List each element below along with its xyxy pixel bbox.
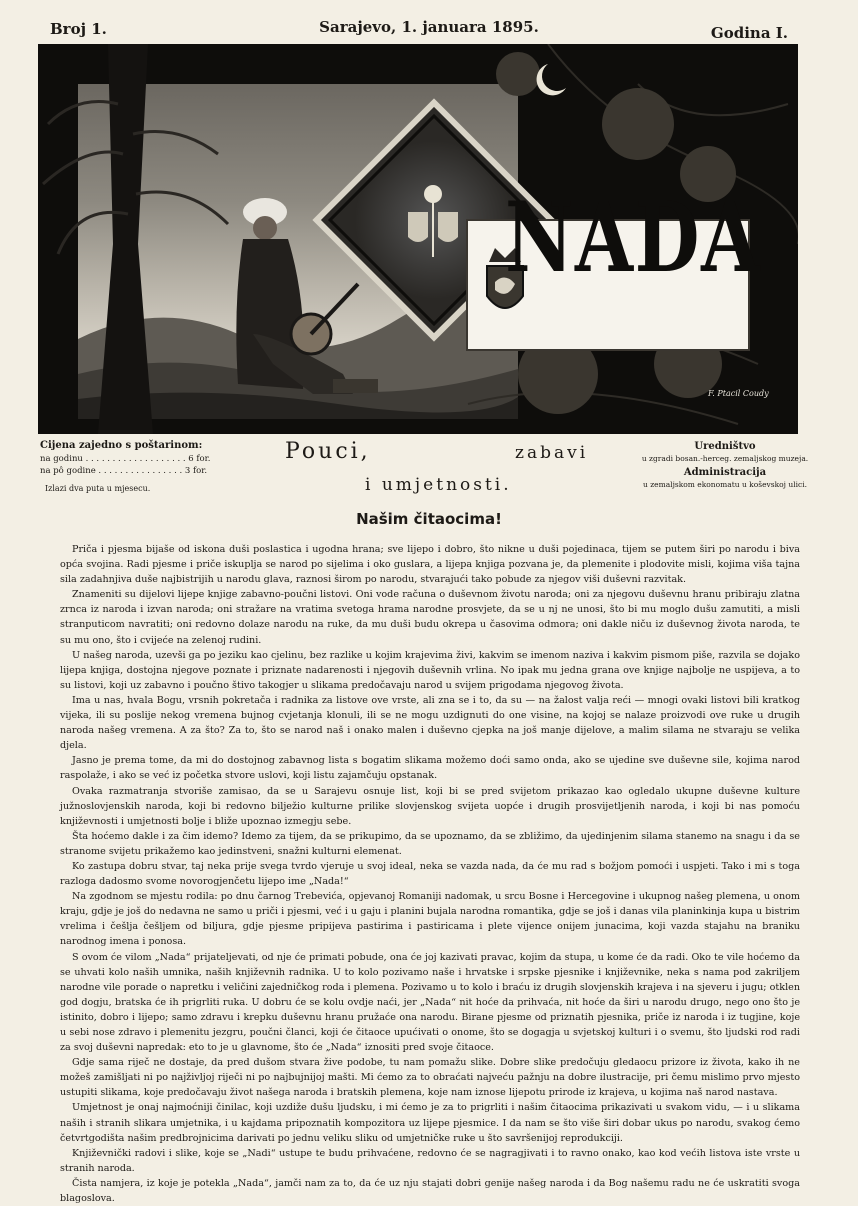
article-title: Našim čitaocima! bbox=[356, 510, 502, 528]
article-paragraph: Ima u nas, hvala Bogu, vrsnih pokretača i radnika za listove ove vrste, ali zna se i to, da su — na žalost valja reći — mnogi ovaki listovi bili kratkog vijeka, ili su poslije nekog vremena bujnog cvjetanja klonuli, ili se ne mogu uzdignuti do one visine, na kojoj se nalaze proizvodi ove ruke u drugih naroda našeg vremena. A za što? Za to, što se narod naš i onako malen i duševno cjepka na još manje dijelove, a malim silama ne stvaraju se velika djela. bbox=[60, 694, 800, 752]
administration-heading: Administracija bbox=[683, 467, 767, 478]
subtitle-pouci: Pouci, bbox=[285, 439, 371, 464]
subscription-annual: na godinu . . . . . . . . . . . . . . . . . . . 6 for. bbox=[40, 454, 211, 464]
article-paragraph: Ovaka razmatranja stvoriše zamisao, da se u Sarajevu osnuje list, koji bi se pred svijetom prikazao kao ogledalo ukupne duševne kulture južnoslovjenskih naroda, koji bi redovno bilježio kulturne prilike slovjenskog svijeta uopće i drugih prosvijetljenih naroda, i koji bi nas pomoću književnosti i umjetnosti bolje i bliže upoznao izmegju sebe. bbox=[60, 785, 800, 827]
artist-signature: F. Ptacil Coudy bbox=[708, 389, 769, 398]
subtitle-zabavi: zabavi bbox=[515, 443, 589, 463]
article-paragraph: Na zgodnom se mjestu rodila: po dnu čarnog Trebevića, opjevanoj Romaniji nadomak, u srcu Bosne i Hercegovine i ukupnog našeg plemena, u onom kraju, gdje je još do nedavna ne samo u priči i pjesmi, već i u gaju i planini bujala narodna romantika, gdje se još i danas vila planinkinja kupa u bistrim vrelima i češlja češljem od biljura, gdje pjesme pripijeva pastirima i pastiricama i plete vijence onijem junacima, koji vazda stajahu na braniku narodnog imena i ponosa. bbox=[60, 891, 800, 948]
article-paragraph: Čista namjera, iz koje je potekla „Nada“, jamči nam za to, da će uz nju stajati dobri genije našeg naroda i da Bog našemu radu ne će uskratiti svoga blagoslova. bbox=[60, 1177, 800, 1205]
masthead-illustration bbox=[38, 44, 798, 434]
article-paragraph: Priča i pjesma bijaše od iskona duši poslastica i ugodna hrana; sve lijepo i dobro, što nikne u duši pojedinaca, tijem se putem širi po narodu i biva opća svojina. Radi pjesme i priče iskuplja se narod po sijelima i oko guslara, a lijepa knjiga pozvana je, da plemenite i plodovite misli, kojima viša tajna sila zadahnjiva duše najbistrijih u narodu glava, raznosi širom po narodu, stvarajući tako pobude za njegov viši duševni razvitak. bbox=[60, 544, 800, 586]
left-tree bbox=[38, 44, 238, 434]
issue-number: Broj 1. bbox=[50, 20, 107, 38]
publication-frequency: Izlazi dva puta u mjesecu. bbox=[45, 484, 151, 493]
page-header bbox=[0, 0, 858, 48]
volume-year: Godina I. bbox=[710, 24, 788, 42]
article-paragraph: Gdje sama riječ ne dostaje, da pred dušom stvara žive podobe, tu nam pomažu slike. Dobre slike predočuju gledaocu prizore iz života, kako ih ne možeš zamišljati ni po najživljoj riječi ni po najbujnijoj mašti. Mi ćemo za to obraćati najveću pažnju na dobre ilustracije, pri čemu mislimo prvo mjesto ustupiti slikama, koje predočavaju život našega naroda i bratskih plemena, koje nam iznose lijepotu prirode iz krajeva, u kojima naš narod nastava. bbox=[60, 1057, 800, 1099]
article-paragraph: Znameniti su dijelovi lijepe knjige zabavno-poučni listovi. Oni vode računa o duševnom životu naroda; oni za njegovu duševnu hranu pribiraju zlatna zrnca iz naroda i izvan naroda; oni stražare na vratima svetoga hrama narodne prosvjete, da se u nj ne unosi, što bi mu moglo dušu zamutiti, a misli stranputicom navratiti; oni redovno dolaze narodu na ruke, da mu duši budu okrepa u časovima odmora; oni dakle niču iz duševnog života naroda, te su mu ono, što i cvijeće na zelenoj rudini. bbox=[60, 589, 800, 646]
article-paragraph: Šta hoćemo dakle i za čim idemo? Idemo za tijem, da se prikupimo, da se upoznamo, da se zbližimo, da ujedinjenim silama stanemo na snagu i da se stranome svijetu prikažemo kao jedinstveni, snažni kulturni elemenat. bbox=[60, 830, 800, 857]
coat-of-arms-icon bbox=[388, 172, 478, 262]
editorial-address: u zgradi bosan.-herceg. zemaljskog muzeja. bbox=[641, 454, 809, 463]
subtitle-umjetnosti: i umjetnosti. bbox=[365, 475, 512, 495]
article-paragraph: Književnički radovi i slike, koje se „Nadi“ ustupe te budu prihvaćene, redovno će se nagragjivati i to ravno onako, kao kod većih listova iste vrste u stranih naroda. bbox=[60, 1147, 800, 1174]
subscription-heading: Cijena zajedno s poštarinom: bbox=[40, 440, 203, 451]
crescent-moon-icon bbox=[537, 64, 566, 95]
editorial-heading: Uredništvo bbox=[694, 441, 756, 452]
administration-address: u zemaljskom ekonomatu u koševskoj ulici. bbox=[642, 480, 807, 489]
subscription-half-year: na pô godine . . . . . . . . . . . . . . . . 3 for. bbox=[40, 466, 208, 476]
masthead-title: NADA bbox=[505, 181, 761, 294]
article-body bbox=[60, 542, 800, 1206]
article-paragraph: U našeg naroda, uzevši ga po jeziku kao cjelinu, bez razlike u kojim krajevima živi, kakvim se imenom naziva i kakvim pismom piše, razvila se dojako lijepa knjiga, dostojna njegove poznate i priznate nadarenosti i njegovih duševnih vrlina. No ipak mu jedna grana ove knjige najbolje ne uspijeva, a to su listovi, koji uz zabavno i poučno štivo takogjer u slikama predočavaju narod u svijem prigodama njegovog života. bbox=[60, 649, 800, 691]
article-paragraph: S ovom će vilom „Nada“ prijateljevati, od nje će primati pobude, ona će joj kazivati pravac, kojim da stupa, u kome će da radi. Oko te vile hoćemo da se uhvati kolo naših umnika, naših književnih radnika. U to kolo pozivamo naše i hrvatske i srpske pjesnike i književnike, neka s nama pod zakriljem narodne vile porade o napretku i veličini zajedničkog roda i plemena. Pozivamo u to kolo i braću iz drugih slovjenskih krajeva i na sjeveru i jugu; otklen god dogju, bratska će ih prigrliti ruka. U dobru će se kolu ovdje naći, jer „Nada“ nit hoće da prihvaća, nit hoće da širi u narodu drugo, nego ono što je istinito, dobro i lijepo; samo zdravu i krepku duševnu hranu pružaće ona narodu. Birane pjesme od priznatih pjesnika, priče iz naroda i iz tugjine, koje u sebi nose zdravo i plemenitu jezgru, poučni članci, koji će čitaoce upućivati o onome, što se dogagja u svjetskoj kulturi i o svemu, što ljudski rod radi za svoj duševni napredak: eto to je u glavnome, što će „Nada“ iznositi pred svoje čitaoce. bbox=[60, 951, 800, 1054]
article-paragraph: Ko zastupa dobru stvar, taj neka prije svega tvrdo vjeruje u svoj ideal, neka se vazda nada, da će mu rad s božjom pomoći i uspjeti. Tako i mi s toga razloga dadosmo svome novorogjenčetu lijepo ime „Nada!“ bbox=[60, 860, 800, 888]
article-paragraph: Umjetnost je onaj najmoćniji činilac, koji uzdiže dušu ljudsku, i mi ćemo je za to prigrliti i našim čitaocima prikazivati u svakom vidu, — i u slikama naših i stranih slikara umjetnika, i u kajdama pripoznatih kompozitora uz lijepe pjesmice. I da nam se što više širi dobar ukus po narodu, svakog ćemo četvrtgodišta našim predbrojnicima darivati po jednu veliku sliku od umjetničke ruke u što savršenijoj reprodukciji. bbox=[60, 1102, 800, 1144]
article-paragraph: Jasno je prema tome, da mi do dostojnog zabavnog lista s bogatim slikama možemo doći samo onda, ako se ujedine sve duševne sile, kojima narod raspolaže, i ako se već iz početka stvore uslovi, koji listu zajamčuju opstanak. bbox=[60, 755, 800, 782]
issue-date: Sarajevo, 1. januara 1895. bbox=[319, 18, 539, 36]
